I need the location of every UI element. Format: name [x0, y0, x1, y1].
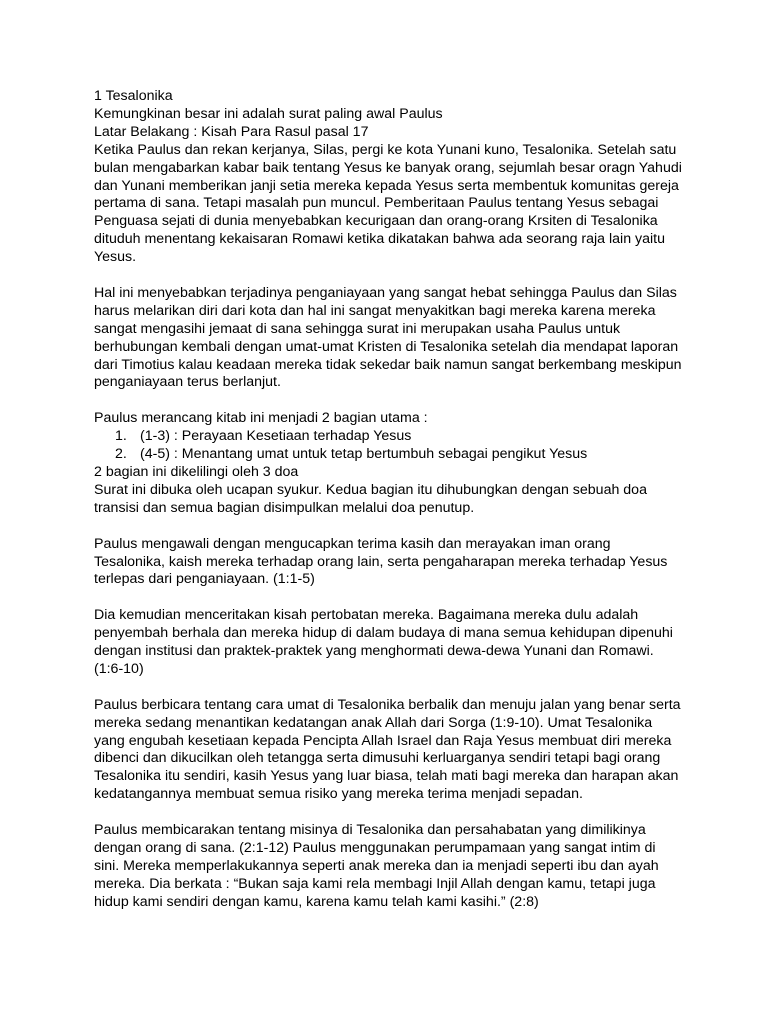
paragraph-spacer: [94, 392, 684, 410]
paragraph-spacer: [94, 267, 684, 285]
paragraph-mission: Paulus membicarakan tentang misinya di Tesalonika dan persahabatan yang dimilikinya dengan orang di sana. (2:1-12) Paulus menggunakan perumpamaan yang sangat intim di sini. Mereka memperlakukannya seperti anak mereka dan ia menjadi seperti ibu dan ayah mereka. Dia berkata : “Bukan saja kami rela membagi Injil Allah dengan kamu, tetapi juga hidup kami sendiri dengan kamu, karena kamu telah kami kasihi.” (2:8): [94, 822, 659, 910]
structure-intro: Paulus merancang kitab ini menjadi 2 bagian utama :: [94, 410, 428, 427]
document-title: 1 Tesalonika: [94, 88, 173, 104]
paragraph-spacer: [94, 518, 684, 536]
list-item-text: (1-3) : Perayaan Kesetiaan terhadap Yesus: [140, 428, 412, 445]
document-background: Latar Belakang : Kisah Para Rasul pasal 17: [94, 123, 369, 140]
paragraph-spacer: [94, 804, 684, 822]
paragraph-turning: Paulus berbicara tentang cara umat di Tesalonika berbalik dan menuju jalan yang benar serta mereka sedang menantikan kedatangan anak Allah dari Sorga (1:9-10). Umat Tesalonika yang engubah kesetiaan kepada Pencipta Allah Israel dan Raja Yesus membuat diri mereka dibenci dan dikucilkan oleh tetangga serta dimusuhi kerluarganya sendiri tetapi bagi orang Tesalonika itu sendiri, kasih Yesus yang luar biasa, telah mati bagi mereka dan harapan akan kedatangannya membuat semua risiko yang mereka terima menjadi sepadan.: [94, 696, 681, 803]
list-item: [115, 446, 684, 464]
list-item-text: (4-5) : Menantang umat untuk tetap bertumbuh sebagai pengikut Yesus: [140, 446, 588, 463]
structure-detail: Surat ini dibuka oleh ucapan syukur. Kedua bagian itu dihubungkan dengan sebuah doa transisi dan semua bagian disimpulkan melalui doa penutup.: [94, 481, 647, 516]
paragraph-thanksgiving: Paulus mengawali dengan mengucapkan terima kasih dan merayakan iman orang Tesalonika, kaish mereka terhadap orang lain, serta pengaharapan mereka terhadap Yesus terlepas dari penganiayaan. (1:1-5): [94, 535, 668, 588]
paragraph-spacer: [94, 589, 684, 607]
structure-note: 2 bagian ini dikelilingi oleh 3 doa: [94, 464, 299, 480]
document-body: [94, 88, 684, 912]
structure-list: [94, 428, 684, 464]
paragraph-spacer: [94, 679, 684, 697]
list-item-number: 2.: [115, 446, 127, 463]
paragraph-context: Ketika Paulus dan rekan kerjanya, Silas, pergi ke kota Yunani kuno, Tesalonika. Setelah satu bulan mengabarkan kabar baik tentang Yesus ke banyak orang, sejumlah besar oragn Yahudi dan Yunani memberikan janji setia mereka kepada Yesus serta membentuk komunitas gereja pertama di sana. Tetapi masalah pun muncul. Pemberitaan Paulus tentang Yesus sebagai Penguasa sejati di dunia menyebabkan kecurigaan dan orang-orang Krsiten di Tesalonika dituduh menentang kekaisaran Romawi ketika dikatakan bahwa ada seorang raja lain yaitu Yesus.: [94, 141, 682, 266]
paragraph-persecution: Hal ini menyebabkan terjadinya penganiayaan yang sangat hebat sehingga Paulus dan Silas harus melarikan diri dari kota dan hal ini sangat menyakitkan bagi mereka karena mereka sangat mengasihi jemaat di sana sehingga surat ini merupakan usaha Paulus untuk berhubungan kembali dengan umat-umat Kristen di Tesalonika setelah dia mendapat laporan dari Timotius kalau keadaan mereka tidak sekedar baik namun sangat berkembang meskipun penganiayaan terus berlanjut.: [94, 284, 682, 391]
paragraph-conversion: Dia kemudian menceritakan kisah pertobatan mereka. Bagaimana mereka dulu adalah penyembah berhala dan mereka hidup di dalam budaya di mana semua kehidupan dipenuhi dengan institusi dan praktek-praktek yang menghormati dewa-dewa Yunani dan Romawi. (1:6-10): [94, 607, 673, 677]
list-item: [115, 428, 684, 446]
document-subtitle: Kemungkinan besar ini adalah surat paling awal Paulus: [94, 105, 443, 122]
list-item-number: 1.: [115, 428, 127, 445]
